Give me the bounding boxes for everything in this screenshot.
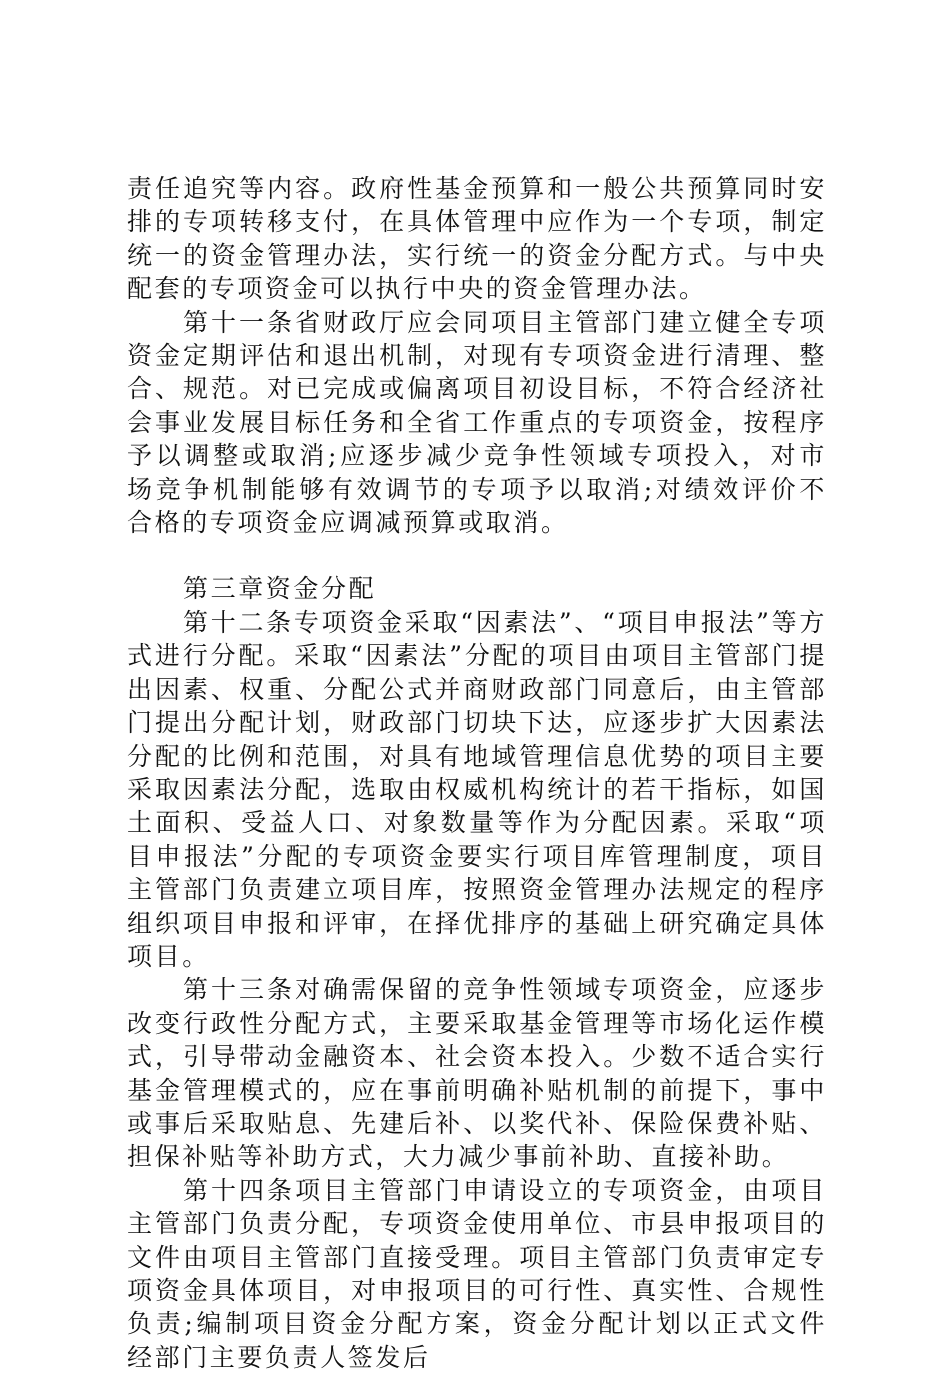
paragraph-continuation: 责任追究等内容。政府性基金预算和一般公共预算同时安排的专项转移支付，在具体管理中应作为一个专项，制定统一的资金管理办法，实行统一的资金分配方式。与中央配套的专项资金可以执行中央的资金管理办法。 xyxy=(127,174,827,304)
chapter-heading: 第三章资金分配 xyxy=(183,574,377,604)
paragraph-article-12: 第十二条专项资金采取“因素法”、“项目申报法”等方式进行分配。采取“因素法”分配的项目由项目主管部门提出因素、权重、分配公式并商财政部门同意后，由主管部门提出分配计划，财政部门切块下达，应逐步扩大因素法分配的比例和范围，对具有地域管理信息优势的项目主要采取因素法分配，选取由权威机构统计的若干指标，如国土面积、受益人口、对象数量等作为分配因素。采取“项目申报法”分配的专项资金要实行项目库管理制度，项目主管部门负责建立项目库，按照资金管理办法规定的程序组织项目申报和评审，在择优排序的基础上研究确定具体项目。 xyxy=(127,607,827,971)
paragraph-article-14: 第十四条项目主管部门申请设立的专项资金，由项目主管部门负责分配，专项资金使用单位、市县申报项目的文件由项目主管部门直接受理。项目主管部门负责审定专项资金具体项目，对申报项目的可行性、真实性、合规性负责;编制项目资金分配方案，资金分配计划以正式文件经部门主要负责人签发后 xyxy=(127,1175,827,1372)
document-body xyxy=(127,172,827,1374)
paragraph-article-11: 第十一条省财政厅应会同项目主管部门建立健全专项资金定期评估和退出机制，对现有专项资金进行清理、整合、规范。对已完成或偏离项目初设目标，不符合经济社会事业发展目标任务和全省工作重点的专项资金，按程序予以调整或取消;应逐步减少竞争性领域专项投入，对市场竞争机制能够有效调节的专项予以取消;对绩效评价不合格的专项资金应调减预算或取消。 xyxy=(127,307,827,538)
paragraph-article-13: 第十三条对确需保留的竞争性领域专项资金，应逐步改变行政性分配方式，主要采取基金管理等市场化运作模式，引导带动金融资本、社会资本投入。少数不适合实行基金管理模式的，应在事前明确补贴机制的前提下，事中或事后采取贴息、先建后补、以奖代补、保险保费补贴、担保补贴等补助方式，大力减少事前补助、直接补助。 xyxy=(127,975,827,1172)
